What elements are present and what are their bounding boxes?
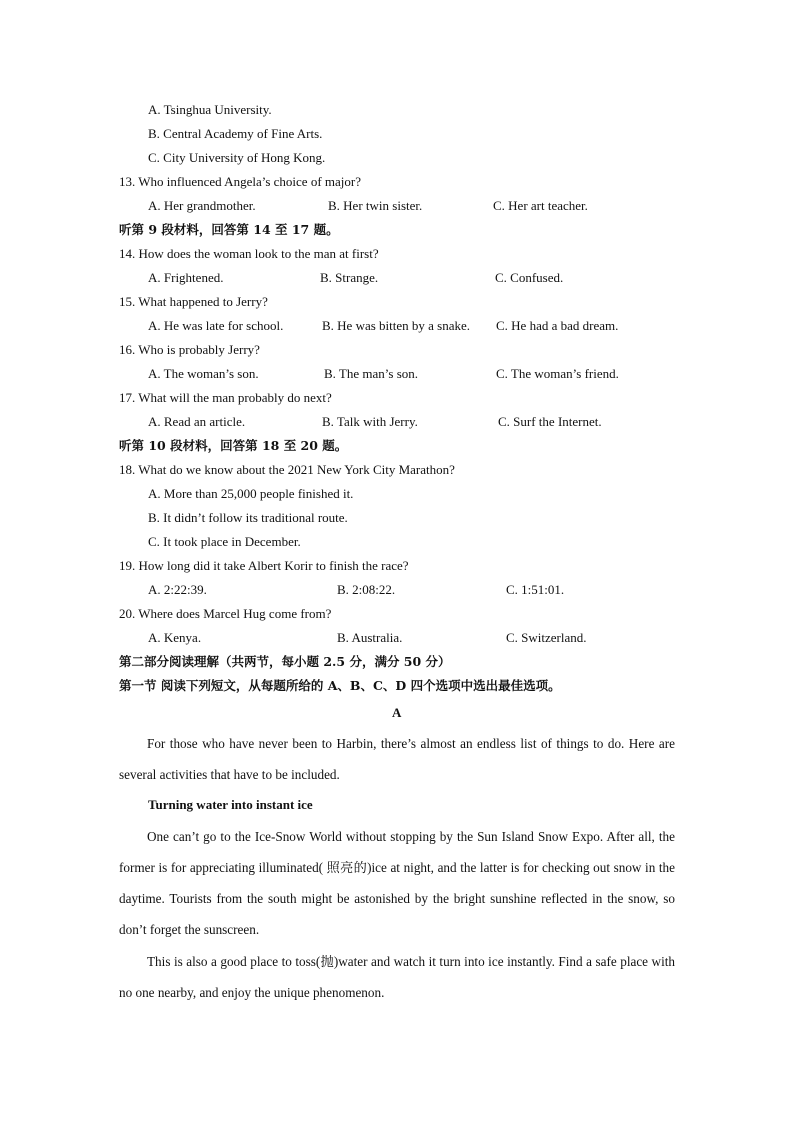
- q14-option-b: B. Strange.: [320, 270, 379, 285]
- q17-option-b: B. Talk with Jerry.: [322, 414, 418, 429]
- q19-option-c: C. 1:51:01.: [506, 582, 565, 597]
- q13-option-b: B. Her twin sister.: [328, 198, 423, 213]
- q17-option-c: C. Surf the Internet.: [498, 414, 602, 429]
- q12-option-c: C. City University of Hong Kong.: [148, 150, 326, 165]
- part-2-title: 第二部分阅读理解（共两节，每小题 2.5 分，满分 50 分）: [119, 654, 451, 669]
- q13-stem: 13. Who influenced Angela’s choice of major?: [119, 174, 361, 189]
- q14-stem: 14. How does the woman look to the man at first?: [119, 246, 379, 261]
- q19-stem: 19. How long did it take Albert Korir to finish the race?: [119, 558, 409, 573]
- passage-paragraph-2: This is also a good place to toss(抛)water and watch it turn into ice instantly. Find a safe place with no one nearby, and enjoy the unique phenomenon.: [119, 954, 675, 1000]
- q18-option-b: B. It didn’t follow its traditional route.: [148, 510, 348, 525]
- passage-paragraph-1: One can’t go to the Ice-Snow World without stopping by the Sun Island Snow Expo. After all, the former is for appreciating illuminated( 照亮的)ice at night, and the latter is for checking out snow in the daytime. Tourists from the south might be astonished by the bright sunshine reflected in the snow, so don’t forget the sunscreen.: [119, 829, 675, 937]
- q15-option-c: C. He had a bad dream.: [496, 318, 619, 333]
- part-2-section-1-instruction: 第一节 阅读下列短文，从每题所给的 A、B、C、D 四个选项中选出最佳选项。: [119, 678, 561, 693]
- passage-subheading: Turning water into instant ice: [148, 797, 313, 812]
- q12-option-b: B. Central Academy of Fine Arts.: [148, 126, 323, 141]
- q16-option-a: A. The woman’s son.: [148, 366, 259, 381]
- q14-option-c: C. Confused.: [495, 270, 564, 285]
- q18-option-c: C. It took place in December.: [148, 534, 301, 549]
- q19-option-b: B. 2:08:22.: [337, 582, 396, 597]
- q18-stem: 18. What do we know about the 2021 New York City Marathon?: [119, 462, 455, 477]
- q14-option-a: A. Frightened.: [148, 270, 224, 285]
- q13-option-a: A. Her grandmother.: [148, 198, 256, 213]
- section-10-instruction: 听第 10 段材料，回答第 18 至 20 题。: [119, 438, 348, 453]
- q16-stem: 16. Who is probably Jerry?: [119, 342, 260, 357]
- q13-option-c: C. Her art teacher.: [493, 198, 588, 213]
- q20-option-a: A. Kenya.: [148, 630, 202, 645]
- q17-stem: 17. What will the man probably do next?: [119, 390, 332, 405]
- passage-intro: For those who have never been to Harbin, there’s almost an endless list of things to do. Here are several activities that have to be included.: [119, 736, 675, 782]
- q20-stem: 20. Where does Marcel Hug come from?: [119, 606, 332, 621]
- q20-option-c: C. Switzerland.: [506, 630, 587, 645]
- q16-option-b: B. The man’s son.: [324, 366, 419, 381]
- q15-option-b: B. He was bitten by a snake.: [322, 318, 471, 333]
- section-9-instruction: 听第 9 段材料，回答第 14 至 17 题。: [119, 222, 339, 237]
- passage-label: A: [392, 705, 402, 720]
- q20-option-b: B. Australia.: [337, 630, 403, 645]
- q16-option-c: C. The woman’s friend.: [496, 366, 619, 381]
- q12-option-a: A. Tsinghua University.: [148, 102, 272, 117]
- q15-stem: 15. What happened to Jerry?: [119, 294, 268, 309]
- q19-option-a: A. 2:22:39.: [148, 582, 207, 597]
- q15-option-a: A. He was late for school.: [148, 318, 284, 333]
- q18-option-a: A. More than 25,000 people finished it.: [148, 486, 354, 501]
- q17-option-a: A. Read an article.: [148, 414, 246, 429]
